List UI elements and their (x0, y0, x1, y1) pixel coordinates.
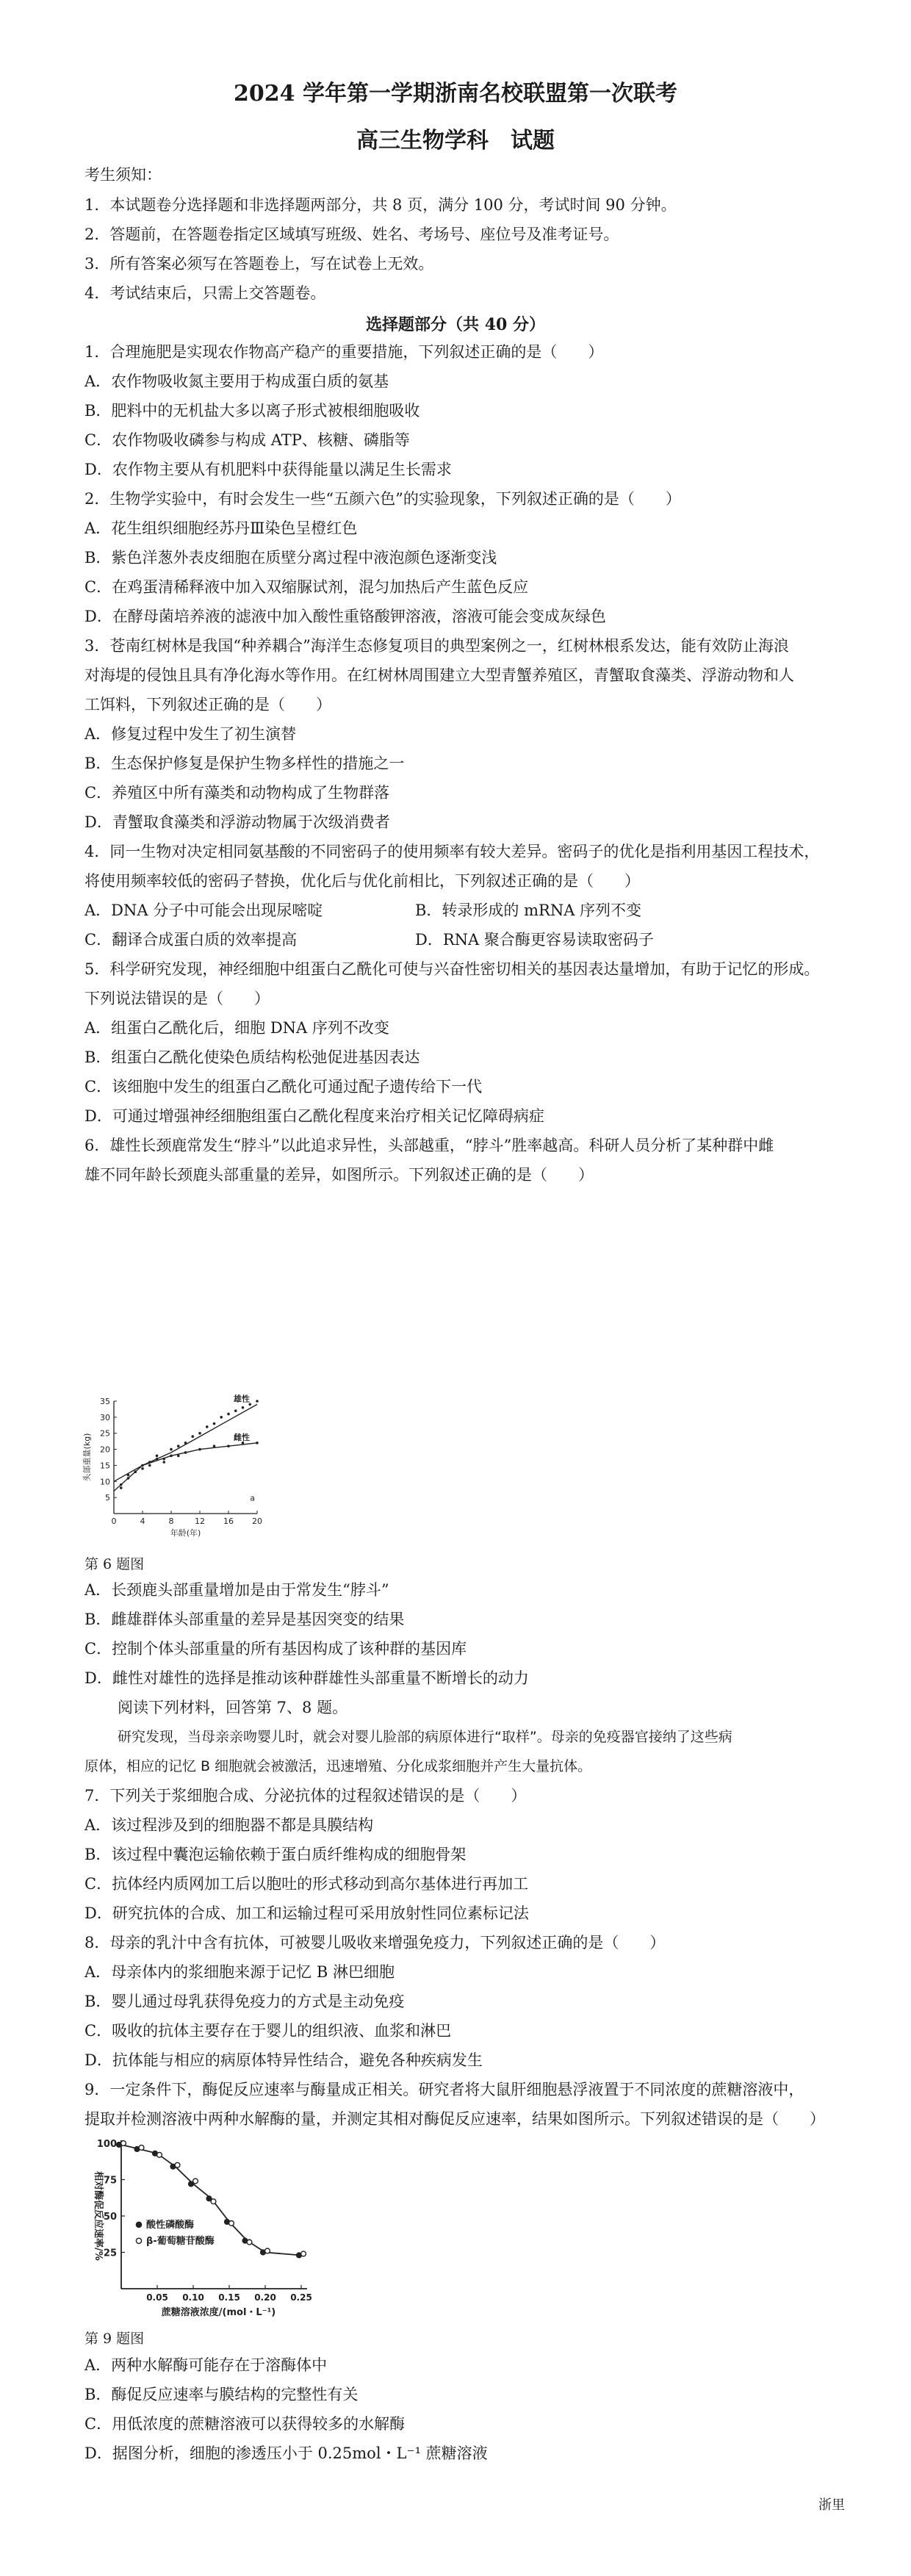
passage-line-1: 研究发现，当母亲亲吻婴儿时，就会对婴儿脸部的病原体进行“取样”。母亲的免疫器官接纳了这些病 (118, 1729, 732, 1745)
q8-option-a: A．母亲体内的浆细胞来源于记忆 B 淋巴细胞 (84, 1963, 395, 1981)
page-footer: 浙里 (818, 2497, 845, 2513)
exam-subtitle: 高三生物学科 试题 (356, 128, 555, 154)
x-tick-label: 0.20 (254, 2292, 276, 2303)
legend-label: β-葡萄糖苷酸酶 (146, 2235, 215, 2247)
beta-glucuronidase-point (211, 2199, 216, 2204)
x-tick-label: 16 (223, 1517, 234, 1526)
data-point (256, 1400, 259, 1403)
data-point (242, 1406, 245, 1409)
q5-option-b: B．组蛋白乙酰化使染色质结构松弛促进基因表达 (84, 1048, 420, 1066)
q2-option-b: B．紫色洋葱外表皮细胞在质壁分离过程中液泡颜色逐渐变浅 (84, 549, 497, 566)
q8-stem: 8．母亲的乳汁中含有抗体，可被婴儿吸收来增强免疫力，下列叙述正确的是（ ） (84, 1934, 666, 1951)
data-point (141, 1467, 144, 1470)
beta-glucuronidase-point (157, 2152, 162, 2157)
beta-glucuronidase-point (139, 2145, 144, 2151)
x-tick-label: 0.15 (218, 2292, 240, 2303)
beta-glucuronidase-point (301, 2251, 306, 2256)
y-tick-label: 100 (96, 2139, 117, 2150)
q2-option-a: A．花生组织细胞经苏丹Ⅲ染色呈橙红色 (84, 519, 358, 537)
passage-line-2: 原体，相应的记忆 B 细胞就会被激活，迅速增殖、分化成浆细胞并产生大量抗体。 (84, 1758, 592, 1774)
x-tick-label: 0.25 (290, 2292, 312, 2303)
data-point (134, 1470, 137, 1473)
data-point (162, 1461, 165, 1464)
q1-stem: 1．合理施肥是实现农作物高产稳产的重要措施，下列叙述正确的是（ ） (84, 343, 604, 361)
q3-option-a: A．修复过程中发生了初生演替 (84, 725, 297, 743)
series-label: 雌性 (234, 1432, 250, 1442)
trend-line-male (114, 1404, 257, 1491)
data-point (120, 1486, 123, 1489)
q4-stem-line-2: 将使用频率较低的密码子替换，优化后与优化前相比，下列叙述正确的是（ ） (84, 872, 640, 890)
x-tick-label: 8 (168, 1517, 174, 1526)
beta-glucuronidase-point (121, 2141, 126, 2146)
data-point (170, 1448, 173, 1451)
q9-option-c: C．用低浓度的蔗糖溶液可以获得较多的水解酶 (84, 2415, 406, 2433)
legend-label: 酸性磷酸酶 (146, 2219, 195, 2231)
data-point (227, 1444, 230, 1447)
q4-option-a: A．DNA 分子中可能会出现尿嘧啶 (84, 902, 323, 919)
q1-option-a: A．农作物吸收氮主要用于构成蛋白质的氨基 (84, 373, 389, 390)
q2-stem: 2．生物学实验中，有时会发生一些“五颜六色”的实验现象，下列叙述正确的是（ ） (84, 490, 681, 508)
x-axis-label: 蔗糖溶液浓度/(mol・L⁻¹) (161, 2307, 276, 2318)
q4-stem-line-1: 4．同一生物对决定相同氨基酸的不同密码子的使用频率有较大差异。密码子的优化是指利用基因工程技术， (84, 843, 820, 860)
data-point (184, 1451, 187, 1454)
q2-option-c: C．在鸡蛋清稀释液中加入双缩脲试剂，混匀加热后产生蓝色反应 (84, 578, 529, 596)
y-axis-label: 相对酶促反应速率/% (93, 2171, 104, 2261)
trend-line-female (114, 1443, 257, 1482)
q5-option-a: A．组蛋白乙酰化后，细胞 DNA 序列不改变 (84, 1019, 389, 1037)
data-point (206, 1425, 209, 1428)
q3-stem-line-2: 对海堤的侵蚀且具有净化海水等作用。在红树林周围建立大型青蟹养殖区，青蟹取食藻类、浮游动物和人 (84, 666, 794, 684)
y-axis-label: 头部重量(kg) (82, 1433, 92, 1482)
x-tick-label: 0.05 (146, 2292, 168, 2303)
section-title: 选择题部分（共 40 分） (366, 315, 545, 334)
data-point (141, 1464, 144, 1467)
q2-option-d: D．在酵母菌培养液的滤液中加入酸性重铬酸钾溶液，溶液可能会变成灰绿色 (84, 608, 606, 625)
q6-option-c: C．控制个体头部重量的所有基因构成了该种群的基因库 (84, 1640, 467, 1658)
data-point (227, 1413, 230, 1416)
q7-option-d: D．研究抗体的合成、加工和运输过程可采用放射性同位素标记法 (84, 1904, 529, 1922)
notice-item-1: 1．本试题卷分选择题和非选择题两部分，共 8 页，满分 100 分，考试时间 90 分钟。 (84, 196, 677, 214)
x-tick-label: 20 (252, 1517, 262, 1526)
q3-option-d: D．青蟹取食藻类和浮游动物属于次级消费者 (84, 813, 390, 831)
q7-option-a: A．该过程涉及到的细胞器不都是具膜结构 (84, 1816, 374, 1834)
y-tick-label: 35 (100, 1397, 110, 1406)
q1-option-d: D．农作物主要从有机肥料中获得能量以满足生长需求 (84, 461, 452, 478)
data-point (156, 1455, 159, 1458)
series-label: 雄性 (234, 1394, 250, 1404)
exam-title: 2024 学年第一学期浙南名校联盟第一次联考 (234, 81, 677, 107)
data-point (256, 1442, 259, 1444)
data-point (177, 1455, 180, 1458)
data-point (127, 1477, 130, 1480)
beta-glucuronidase-point (229, 2221, 234, 2226)
chart-annotation: a (250, 1493, 255, 1503)
beta-glucuronidase-point (265, 2248, 270, 2253)
q5-option-d: D．可通过增强神经细胞组蛋白乙酰化程度来治疗相关记忆障碍病症 (84, 1107, 544, 1125)
q6-stem-line-1: 6．雄性长颈鹿常发生“脖斗”以此追求异性，头部越重，“脖斗”胜率越高。科研人员分析了某种群中雌 (84, 1137, 774, 1154)
y-tick-label: 20 (100, 1444, 110, 1455)
y-tick-label: 10 (100, 1477, 110, 1487)
q6-stem-line-2: 雄不同年龄长颈鹿头部重量的差异，如图所示。下列叙述正确的是（ ） (84, 1166, 594, 1184)
data-point (120, 1483, 123, 1486)
q4-option-d: D．RNA 聚合酶更容易读取密码子 (415, 931, 654, 949)
x-tick-label: 12 (195, 1517, 205, 1526)
y-tick-label: 15 (100, 1461, 110, 1471)
q9-option-d: D．据图分析，细胞的渗透压小于 0.25mol・L⁻¹ 蔗糖溶液 (84, 2444, 488, 2462)
y-tick-label: 75 (103, 2175, 117, 2187)
data-point (177, 1444, 180, 1447)
q3-option-b: B．生态保护修复是保护生物多样性的措施之一 (84, 755, 405, 772)
q5-stem-line-1: 5．科学研究发现，神经细胞中组蛋白乙酰化可使与兴奋性密切相关的基因表达量增加，有助于记忆的形成。 (84, 960, 820, 978)
data-point (127, 1474, 130, 1477)
q9-figure-caption: 第 9 题图 (84, 2331, 145, 2347)
q8-option-d: D．抗体能与相应的病原体特异性结合，避免各种疾病发生 (84, 2051, 483, 2069)
data-point (220, 1416, 223, 1419)
legend-marker (136, 2222, 141, 2227)
notice-item-2: 2．答题前，在答题卷指定区域填写班级、姓名、考场号、座位号及准考证号。 (84, 226, 619, 243)
data-point (148, 1464, 151, 1467)
q4-option-c: C．翻译合成蛋白质的效率提高 (84, 931, 298, 949)
q6-head-weight-chart (81, 1392, 272, 1539)
q3-option-c: C．养殖区中所有藻类和动物构成了生物群落 (84, 784, 390, 802)
beta-glucuronidase-point (247, 2239, 252, 2245)
q6-figure-caption: 第 6 题图 (84, 1556, 145, 1572)
q6-option-d: D．雌性对雄性的选择是推动该种群雄性头部重量不断增长的动力 (84, 1669, 529, 1687)
x-tick-label: 0.10 (182, 2292, 204, 2303)
data-point (184, 1442, 187, 1444)
data-point (213, 1422, 216, 1425)
data-point (156, 1458, 159, 1461)
x-tick-label: 0 (111, 1517, 117, 1526)
notice-item-3: 3．所有答案必须写在答题卷上，写在试卷上无效。 (84, 255, 434, 273)
q1-option-b: B．肥料中的无机盐大多以离子形式被根细胞吸收 (84, 402, 420, 420)
q5-stem-line-2: 下列说法错误的是（ ） (84, 990, 270, 1007)
beta-glucuronidase-point (193, 2179, 198, 2184)
passage-intro: 阅读下列材料，回答第 7、8 题。 (118, 1699, 348, 1716)
q9-enzyme-rate-chart (81, 2134, 323, 2325)
q4-option-b: B．转录形成的 mRNA 序列不变 (415, 902, 642, 919)
q8-option-b: B．婴儿通过母乳获得免疫力的方式是主动免疫 (84, 1993, 405, 2010)
q5-option-c: C．该细胞中发生的组蛋白乙酰化可通过配子遗传给下一代 (84, 1078, 483, 1095)
q7-stem: 7．下列关于浆细胞合成、分泌抗体的过程叙述错误的是（ ） (84, 1787, 527, 1805)
data-point (234, 1409, 237, 1412)
notice-heading: 考生须知： (84, 166, 162, 184)
y-tick-label: 50 (103, 2212, 117, 2223)
q1-option-c: C．农作物吸收磷参与构成 ATP、核糖、磷脂等 (84, 431, 410, 449)
q6-option-a: A．长颈鹿头部重量增加是由于常发生“脖斗” (84, 1581, 389, 1599)
data-point (213, 1444, 216, 1447)
y-tick-label: 25 (103, 2248, 117, 2259)
data-point (198, 1432, 201, 1435)
x-tick-label: 4 (140, 1517, 145, 1526)
legend-marker (136, 2238, 141, 2243)
data-point (170, 1455, 173, 1458)
beta-glucuronidase-point (175, 2162, 180, 2167)
data-point (198, 1448, 201, 1451)
notice-item-4: 4．考试结束后，只需上交答题卷。 (84, 284, 326, 302)
y-tick-label: 25 (100, 1428, 110, 1439)
q9-option-a: A．两种水解酶可能存在于溶酶体中 (84, 2356, 328, 2374)
y-tick-label: 5 (105, 1493, 110, 1503)
y-tick-label: 30 (100, 1412, 110, 1422)
q9-stem-line-2: 提取并检测溶液中两种水解酶的量，并测定其相对酶促反应速率，结果如图所示。下列叙述错误的是（ ） (84, 2110, 825, 2128)
x-axis-label: 年龄(年) (170, 1528, 201, 1538)
q8-option-c: C．吸收的抗体主要存在于婴儿的组织液、血浆和淋巴 (84, 2022, 452, 2040)
q6-option-b: B．雌雄群体头部重量的差异是基因突变的结果 (84, 1611, 405, 1628)
q3-stem-line-3: 工饵料，下列叙述正确的是（ ） (84, 696, 331, 713)
q7-option-c: C．抗体经内质网加工后以胞吐的形式移动到高尔基体进行再加工 (84, 1875, 529, 1893)
data-point (191, 1435, 194, 1438)
q9-option-b: B．酶促反应速率与膜结构的完整性有关 (84, 2386, 359, 2403)
q3-stem-line-1: 3．苍南红树林是我国“种养耦合”海洋生态修复项目的典型案例之一，红树林根系发达，能有效防止海浪 (84, 637, 789, 655)
q7-option-b: B．该过程中囊泡运输依赖于蛋白质纤维构成的细胞骨架 (84, 1846, 467, 1863)
q9-stem-line-1: 9．一定条件下，酶促反应速率与酶量成正相关。研究者将大鼠肝细胞悬浮液置于不同浓度的蔗糖溶液中， (84, 2081, 804, 2098)
